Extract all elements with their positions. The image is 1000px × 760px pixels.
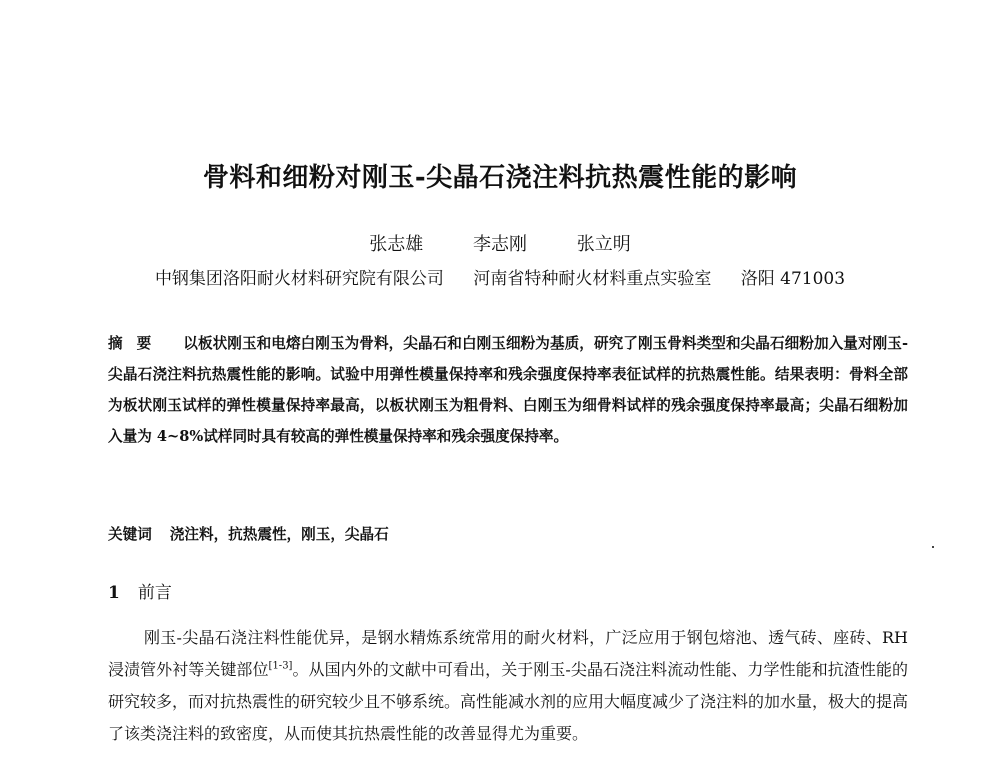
author-name: 张立明	[576, 234, 631, 255]
affiliation-city: 洛阳 471003	[740, 269, 846, 289]
abstract-block	[108, 328, 908, 452]
section-title: 前言	[137, 583, 172, 603]
section-number: 1	[108, 583, 120, 603]
paragraph-text-part1: 刚玉-尖晶石浇注料性能优异，是钢水精炼系统常用的耐火材料，广泛应用于钢包熔池、透气砖、座砖、RH 浸渍管外衬等关键部位	[108, 628, 908, 679]
scan-speck	[932, 546, 934, 548]
author-name: 张志雄	[369, 234, 424, 255]
author-list	[0, 232, 1000, 258]
abstract-label: 摘要	[108, 335, 166, 352]
citation-ref: [1-3]	[268, 660, 293, 672]
section-heading	[108, 579, 172, 607]
paper-title: 骨料和细粉对刚玉-尖晶石浇注料抗热震性能的影响	[202, 163, 798, 193]
paragraph-text-part2: 。从国内外的文献中可看出，关于刚玉-尖晶石浇注料流动性能、力学性能和抗渣性能的研究较多，而对抗热震性的研究较少且不够系统。高性能减水剂的应用大幅度减少了浇注料的加水量，极大的提高了该类浇注料的致密度，从而使其抗热震性能的改善显得尤为重要。	[108, 660, 909, 743]
affiliation-lab: 河南省特种耐火材料重点实验室	[473, 269, 712, 289]
keywords-label: 关键词	[108, 526, 152, 543]
abstract-text: 以板状刚玉和电熔白刚玉为骨料，尖晶石和白刚玉细粉为基质，研究了刚玉骨料类型和尖晶石细粉加入量对刚玉-尖晶石浇注料抗热震性能的影响。试验中用弹性模量保持率和残余强度保持率表征试样的抗热震性能。结果表明：骨料全部为板状刚玉试样的弹性模量保持率最高，以板状刚玉为粗骨料、白刚玉为细骨料试样的残余强度保持率最高；尖晶石细粉加入量为 4~8%试样同时具有较高的弹性模量保持率和残余强度保持率。	[108, 335, 908, 445]
author-name: 李志刚	[473, 234, 527, 255]
body-paragraph	[108, 622, 908, 750]
affiliation-line	[0, 266, 1000, 292]
keywords-block	[108, 521, 908, 549]
affiliation-org: 中钢集团洛阳耐火材料研究院有限公司	[154, 269, 444, 289]
keywords-text: 浇注料，抗热震性，刚玉，尖晶石	[169, 526, 389, 543]
